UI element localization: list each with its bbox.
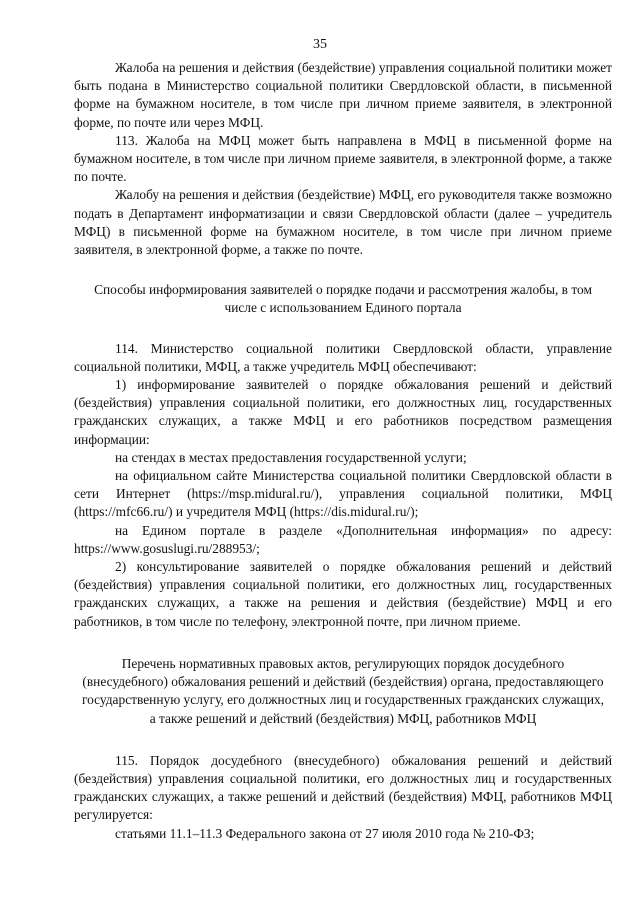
paragraph: 2) консультирование заявителей о порядке обжалования решений и действий (бездействия) управления социальной политики, его должностных лиц, государственных гражданских служащих, а также на решения и действия (бездействие) МФЦ и его работников, в том числе по телефону, электронной почте, при личном приеме. bbox=[74, 559, 612, 629]
paragraph: 115. Порядок досудебного (внесудебного) обжалования решений и действий (бездействия) управления социальной политики, его должностных лиц и государственных гражданских служащих, а также решений и действий (бездействия) МФЦ, работников МФЦ регулируется: bbox=[74, 752, 612, 823]
paragraph: Жалоба на решения и действия (бездействие) управления социальной политики может быть подана в Министерство социальной политики Свердловской области, в письменной форме на бумажном носителе, в том числе при личном приеме заявителя, в электронной форме, по почте или через МФЦ. bbox=[74, 60, 612, 130]
section-heading: Перечень нормативных правовых актов, регулирующих порядок досудебного (внесудебного) обжалования решений и действий (бездействия) органа, предоставляющего государственную услугу, его должностных лиц и государственных гражданских служащих, а также решений и действий (бездействия) МФЦ, работников МФЦ bbox=[81, 655, 605, 726]
paragraph: 114. Министерство социальной политики Свердловской области, управление социальной политики, МФЦ, а также учредитель МФЦ обеспечивают: bbox=[74, 340, 612, 374]
paragraph: статьями 11.1–11.3 Федерального закона от 27 июля 2010 года № 210-ФЗ; bbox=[115, 825, 535, 841]
paragraph: на стендах в местах предоставления государственной услуги; bbox=[115, 449, 467, 465]
paragraph: Жалобу на решения и действия (бездействие) МФЦ, его руководителя также возможно подать в Департамент информатизации и связи Свердловской области (далее – учредитель МФЦ) в письменной форме на бумажном носителе, в том числе при личном приеме заявителя, в электронной форме, а также по почте. bbox=[74, 187, 612, 258]
paragraph: 1) информирование заявителей о порядке обжалования решений и действий (бездействия) управления социальной политики, его должностных лиц, государственных гражданских служащих, а также МФЦ и его работников посредством размещения информации: bbox=[74, 377, 612, 447]
page-number: 35 bbox=[313, 37, 327, 52]
section-heading: Способы информирования заявителей о порядке подачи и рассмотрения жалобы, в том числе с использованием Единого портала bbox=[94, 282, 592, 316]
paragraph: на официальном сайте Министерства социальной политики Свердловской области в сети Интернет (https://msp.midural.ru/), управления социальной политики, МФЦ (https://mfc66.ru/) и учредителя МФЦ (https://dis.midural.ru/); bbox=[74, 468, 612, 520]
document-body bbox=[74, 59, 612, 843]
paragraph: на Едином портале в разделе «Дополнительная информация» по адресу: https://www.gosuslugi.ru/288953/; bbox=[74, 522, 612, 556]
paragraph: 113. Жалоба на МФЦ может быть направлена в МФЦ в письменной форме на бумажном носителе, в том числе при личном приеме заявителя, в электронной форме, а также по почте. bbox=[74, 132, 612, 185]
